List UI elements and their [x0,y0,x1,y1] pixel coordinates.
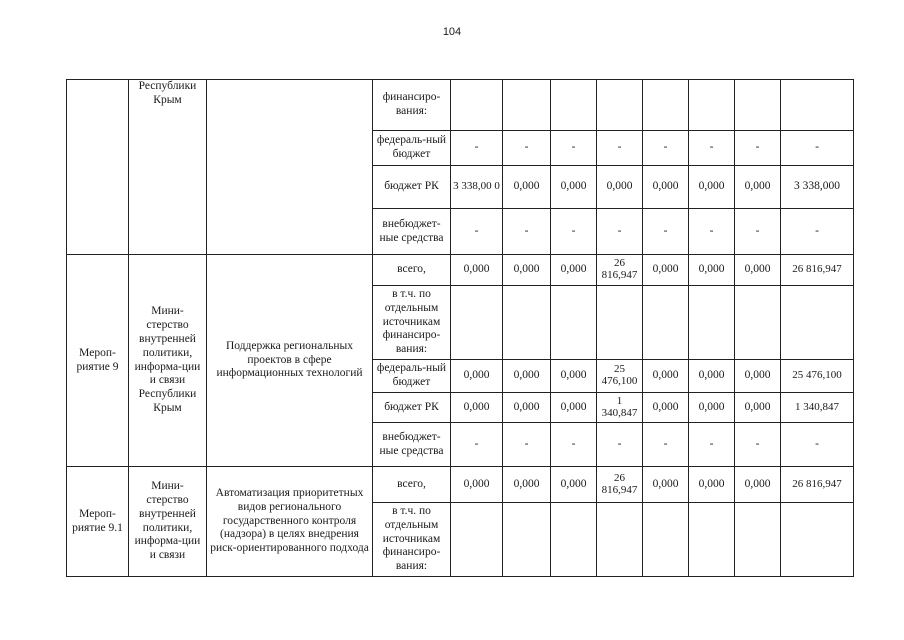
value-cell: - [735,209,781,255]
value-cell: 0,000 [643,255,689,286]
value-cell: 0,000 [735,467,781,503]
value-cell: 1 340,847 [781,393,854,423]
value-cell [781,503,854,577]
value-cell [781,80,854,131]
value-cell: - [735,423,781,467]
value-cell: 0,000 [503,166,551,209]
value-cell [597,80,643,131]
source-label-cell: бюджет РК [373,166,451,209]
event-title-cell: Поддержка региональных проектов в сфере информационных технологий [207,255,373,467]
source-label-cell: внебюджет-ные средства [373,423,451,467]
table-row [67,467,854,503]
value-cell: 0,000 [689,360,735,393]
value-cell: 0,000 [503,360,551,393]
value-cell: 0,000 [451,360,503,393]
value-cell: 0,000 [643,393,689,423]
value-cell [689,503,735,577]
table-row [67,80,854,131]
value-cell: 3 338,000 [781,166,854,209]
value-cell: 26 816,947 [597,467,643,503]
value-cell [689,286,735,360]
value-cell [503,286,551,360]
value-cell: - [781,131,854,166]
value-cell [597,503,643,577]
value-cell: 0,000 [451,467,503,503]
value-cell: - [551,209,597,255]
budget-table-body [67,80,854,577]
value-cell [451,80,503,131]
value-cell: 0,000 [451,255,503,286]
value-cell: - [597,131,643,166]
source-label-cell: внебюджет-ные средства [373,209,451,255]
value-cell: - [451,423,503,467]
value-cell: 25 476,100 [781,360,854,393]
value-cell: 0,000 [551,166,597,209]
value-cell [503,80,551,131]
source-label-cell: бюджет РК [373,393,451,423]
value-cell: 0,000 [689,467,735,503]
value-cell: 0,000 [551,255,597,286]
value-cell: 0,000 [503,255,551,286]
value-cell: 0,000 [551,393,597,423]
value-cell: - [643,209,689,255]
value-cell: - [503,131,551,166]
value-cell: 0,000 [643,467,689,503]
value-cell: - [689,131,735,166]
value-cell: - [597,423,643,467]
value-cell: 0,000 [735,360,781,393]
value-cell: 25 476,100 [597,360,643,393]
value-cell: - [551,423,597,467]
value-cell: 26 816,947 [781,467,854,503]
value-cell [643,503,689,577]
value-cell: 0,000 [735,393,781,423]
source-label-cell: федераль-ный бюджет [373,360,451,393]
value-cell: 0,000 [643,360,689,393]
value-cell: 0,000 [689,166,735,209]
event-title-cell [207,80,373,255]
event-cell [67,80,129,255]
value-cell: 0,000 [689,393,735,423]
value-cell: - [503,209,551,255]
value-cell [643,80,689,131]
executor-cell: Республики Крым [129,80,207,255]
source-label-cell: финансиро-вания: [373,80,451,131]
value-cell: - [643,423,689,467]
value-cell [597,286,643,360]
executor-cell: Мини-стерство внутренней политики, информа-ции и связи Республики Крым [129,255,207,467]
value-cell: - [451,209,503,255]
value-cell: 0,000 [503,393,551,423]
source-label-cell: всего, [373,467,451,503]
event-title-cell: Автоматизация приоритетных видов регионального государственного контроля (надзора) в целях внедрения риск-ориентированного подхода [207,467,373,577]
source-label-cell: федераль-ный бюджет [373,131,451,166]
value-cell: - [781,423,854,467]
value-cell: 26 816,947 [781,255,854,286]
value-cell: - [551,131,597,166]
event-cell: Мероп-риятие 9.1 [67,467,129,577]
value-cell [643,286,689,360]
value-cell: 0,000 [451,393,503,423]
value-cell: - [735,131,781,166]
source-label-cell: всего, [373,255,451,286]
value-cell [689,80,735,131]
value-cell: 0,000 [643,166,689,209]
value-cell: 0,000 [503,467,551,503]
value-cell: - [451,131,503,166]
executor-cell: Мини-стерство внутренней политики, информа-ции и связи [129,467,207,577]
value-cell: 3 338,00 0 [451,166,503,209]
value-cell [451,503,503,577]
value-cell: 0,000 [735,166,781,209]
value-cell: 0,000 [735,255,781,286]
value-cell [551,286,597,360]
value-cell: 0,000 [551,467,597,503]
value-cell [551,80,597,131]
value-cell: - [781,209,854,255]
value-cell: 26 816,947 [597,255,643,286]
budget-table [66,79,854,577]
source-label-cell: в т.ч. по отдельным источникам финансиро-вания: [373,503,451,577]
value-cell [735,80,781,131]
value-cell: - [689,209,735,255]
value-cell: 0,000 [551,360,597,393]
value-cell: - [597,209,643,255]
value-cell: 1 340,847 [597,393,643,423]
value-cell [503,503,551,577]
value-cell [735,286,781,360]
value-cell: 0,000 [689,255,735,286]
value-cell [551,503,597,577]
value-cell [735,503,781,577]
page-number: 104 [442,26,462,38]
value-cell: - [689,423,735,467]
value-cell [451,286,503,360]
value-cell: - [643,131,689,166]
value-cell: - [503,423,551,467]
table-row [67,255,854,286]
event-cell: Мероп-риятие 9 [67,255,129,467]
value-cell: 0,000 [597,166,643,209]
source-label-cell: в т.ч. по отдельным источникам финансиро-вания: [373,286,451,360]
value-cell [781,286,854,360]
